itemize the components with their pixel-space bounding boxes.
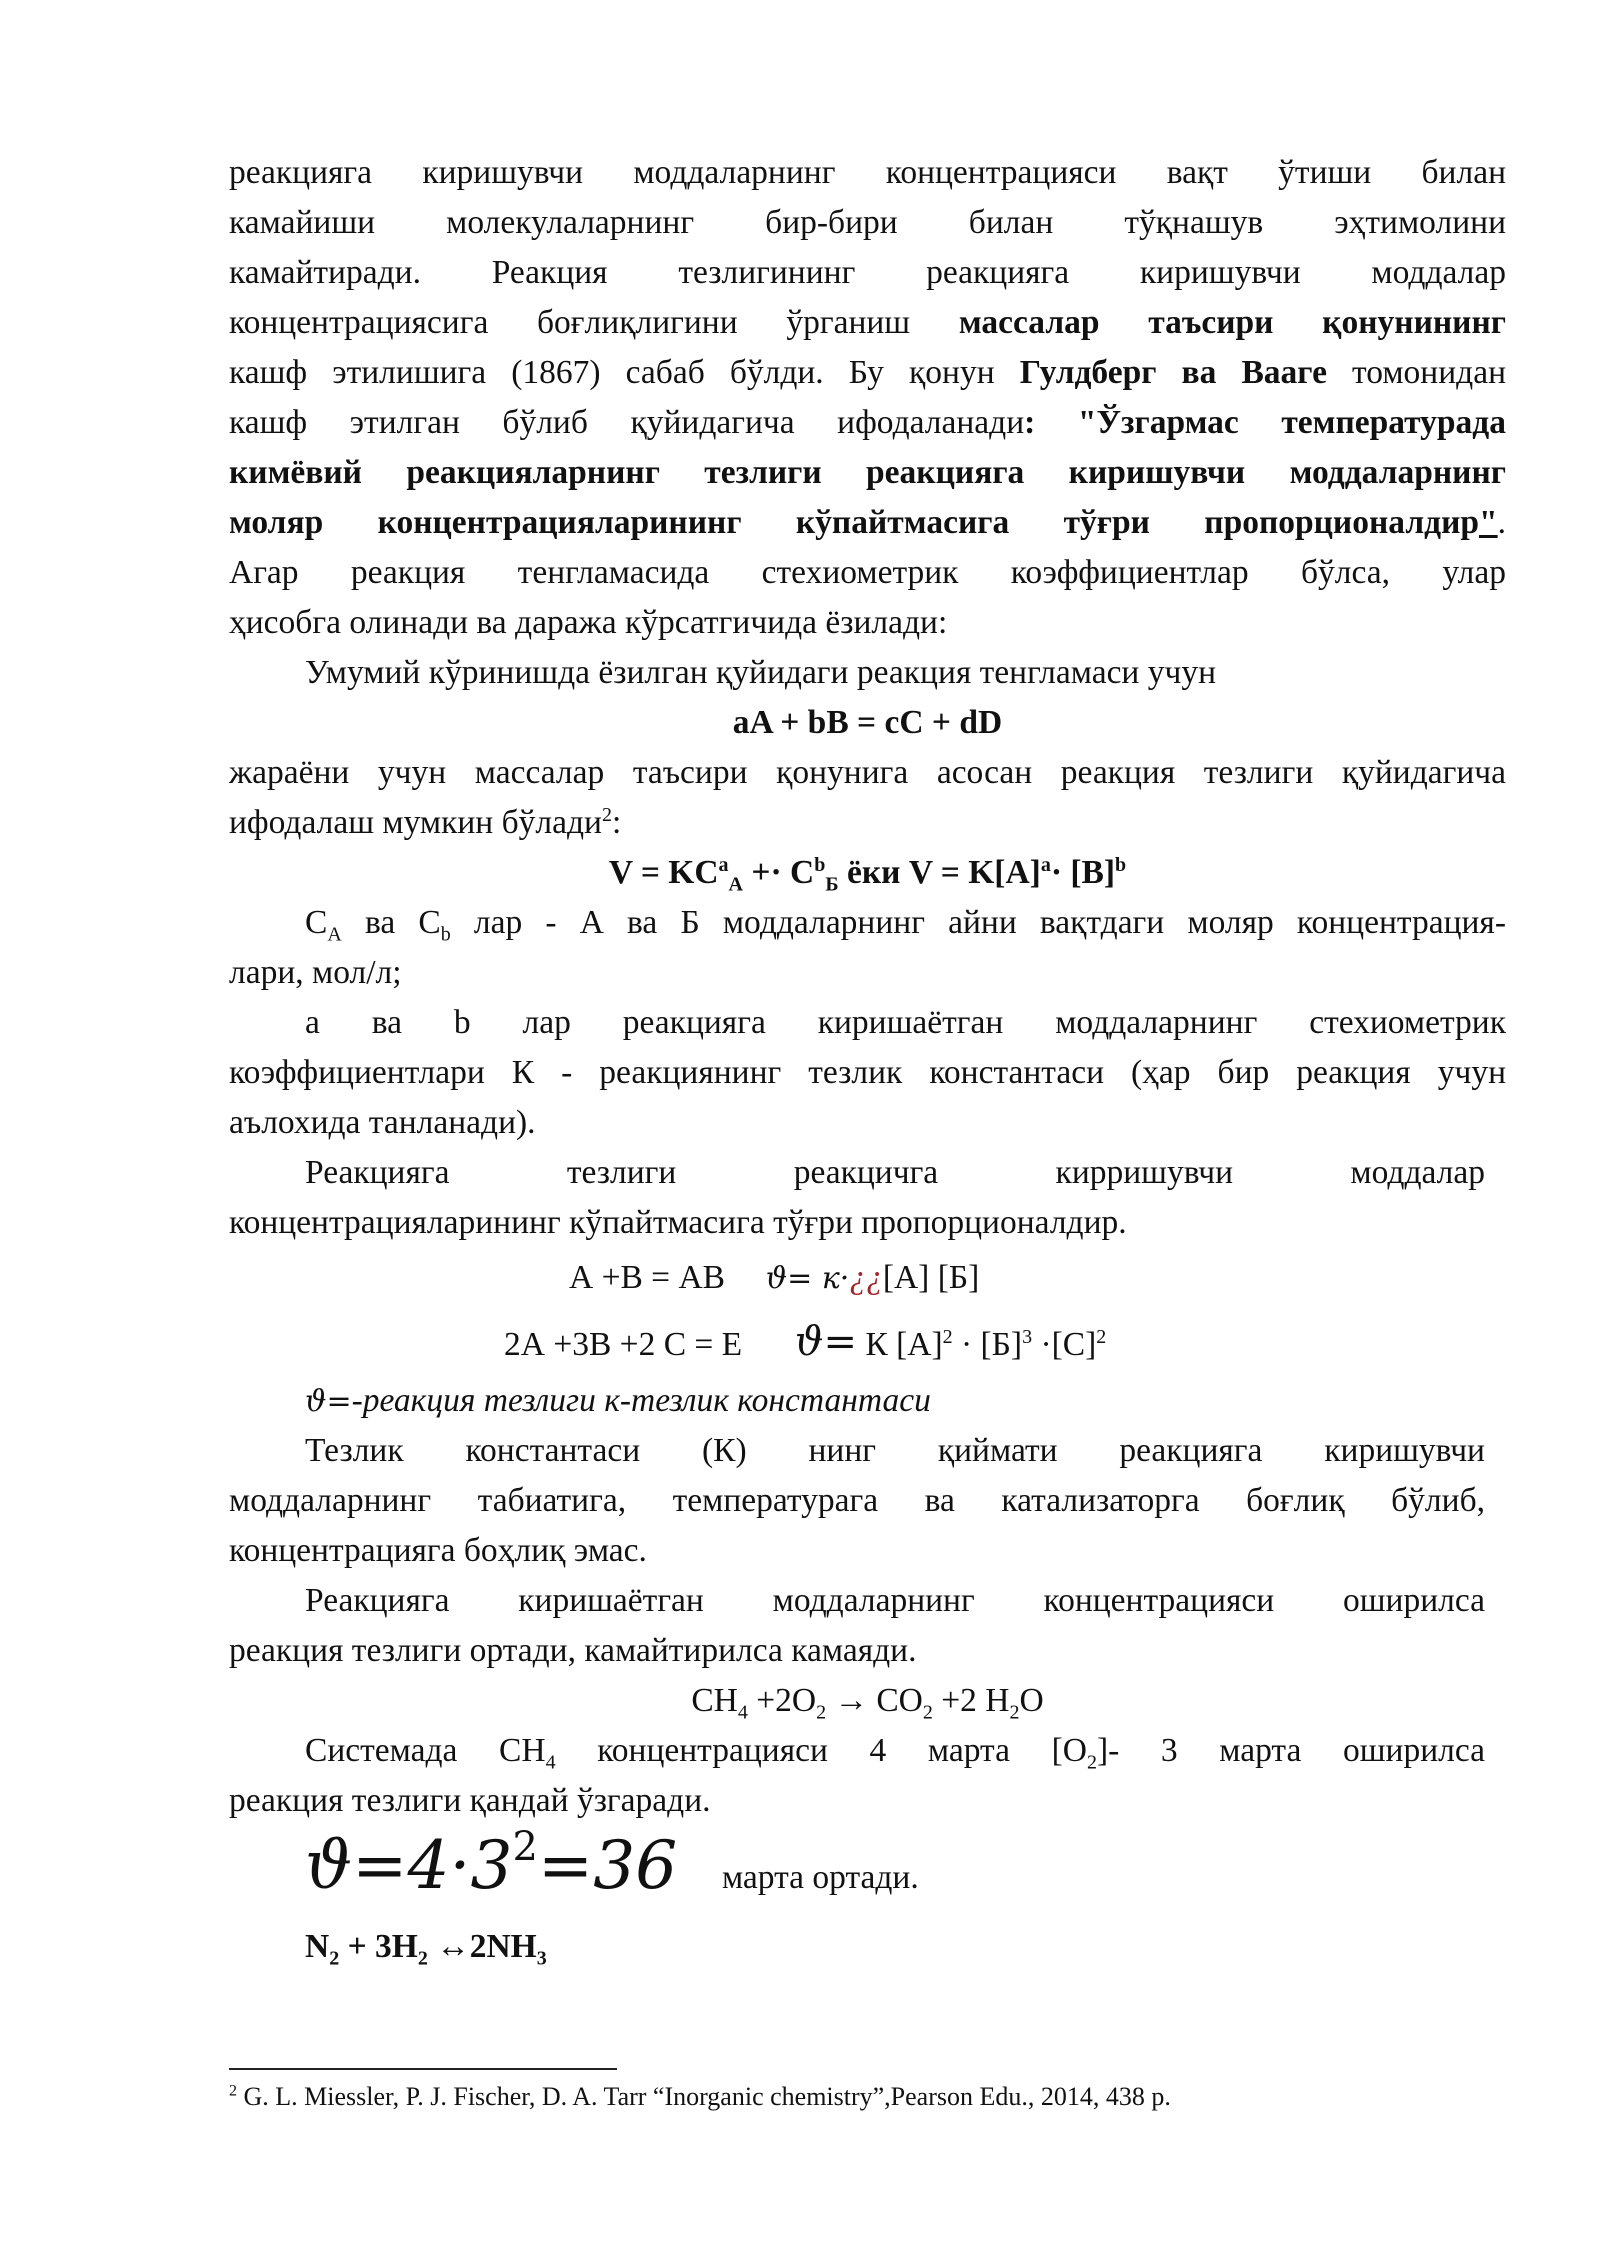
text-line [229,1576,1485,1626]
footnote-number: 2 [229,2082,237,2100]
garbled-glyphs: ¿¿ [849,1259,883,1296]
equation-general [229,698,1506,748]
eq-part: N [305,1928,330,1965]
eq-part: к· [812,1261,850,1296]
text-span: коэффициентлари К - реакциянинг тезлик константаси (ҳар бир реакция учун [229,1054,1506,1091]
eq-part: CH [691,1682,738,1719]
paragraph-rate-constant [229,1426,1485,1576]
text-span: Системада CH [305,1732,546,1769]
answer-formula: =36 [537,1827,678,1904]
text-line [229,498,1506,548]
sub: 4 [545,1751,556,1774]
answer-formula: ϑ=4·3 [305,1827,513,1904]
eq-sub: A [728,873,743,896]
eq-part: · [Б] [952,1326,1023,1363]
equation-answer [229,1826,1506,1922]
eq-part: V = KC [608,854,719,891]
paragraph-mass-action-intro [229,148,1506,648]
paragraph-general-form [229,648,1506,698]
footnote [229,2080,1171,2114]
text-line [229,1426,1485,1476]
eq-part: · [B] [1050,854,1116,891]
text-line [229,348,1506,398]
eq-part: +2 H [932,1682,1010,1719]
text-span: реакция тезлиги ортади, камайтирилса камаяди. [229,1632,917,1669]
text-span: Реакцияга тезлиги реакцичга кирришувчи моддалар [305,1154,1485,1191]
eq-sub: 2 [922,1701,933,1724]
eq-sup: 3 [1022,1325,1033,1348]
text-line [229,148,1506,198]
eq-sup: 2 [1096,1325,1107,1348]
eq-sup: a [718,853,729,876]
paragraph-rate-expression [229,748,1506,848]
sub: b [440,923,451,946]
text-span: ифодалаш мумкин бўлади [229,804,602,841]
text-span: кашф этилишига (1867) сабаб бўлди. Бу қонун [229,354,1020,391]
page-body [229,148,1506,1972]
text-span: аълохида танланади). [229,1104,536,1141]
arrow-icon: → [826,1682,877,1719]
footnote-ref[interactable]: 2 [601,803,612,826]
eq-part: +· C [743,854,815,891]
text-span: кашф этилган бўлиб қуйидагича ифодаланади [229,404,1025,441]
text-span: . [1497,504,1506,541]
sub: A [327,923,342,946]
bold-term: массалар таъсири қонунининг [958,304,1506,341]
text-span: лар - А ва Б моддаларнинг айни вақтдаги моляр концентрация- [450,904,1506,941]
text-span: томонидан [1326,354,1506,391]
text-line [229,598,1506,648]
text-span: реакция тезлиги қандай ўзгаради. [229,1782,711,1819]
text-line [229,398,1506,448]
eq-part: + 3H [339,1928,418,1965]
text-span: камайиши молекулаларнинг бир-бири билан тўқнашув эҳтимолини [229,204,1506,241]
theta-symbol: ϑ= [794,1319,858,1365]
text-span: ҳисобга олинади ва даража кўрсатгичида ёзилади: [229,604,948,641]
text-span: концентрацияси 4 марта [O [555,1732,1087,1769]
text-line [229,298,1506,348]
equilibrium-arrow-icon: ↔ [427,1928,470,1965]
text-span: Умумий кўринишда ёзилган қуйидаги реакция тенгламаси учун [305,654,1217,691]
bold-law-start: : "Ўзгармас температурада [1024,404,1506,441]
eq-sup: 2 [942,1325,953,1348]
paragraph-problem [229,1726,1485,1826]
equation-ab [229,1248,1506,1308]
paragraph-coefficients [229,998,1506,1148]
text-line [229,1726,1485,1776]
text-span: реакцияга киришувчи моддаларнинг концентрацияси вақт ўтиши билан [229,154,1506,191]
text-line [229,948,1506,998]
text-line [229,748,1506,798]
text-line [229,448,1506,498]
text-span: Агар реакция тенгламасида стехиометрик коэффициентлар бўлса, улар [229,554,1506,591]
text-span: ]- 3 марта оширилса [1096,1732,1485,1769]
equation-abc [229,1308,1506,1376]
eq-part: V = K[A] [908,854,1041,891]
text-line [229,798,1506,848]
text-span: моддаларнинг табиатига, температурага ва катализаторга боғлиқ бўлиб, [229,1482,1485,1519]
text-line [229,1476,1485,1526]
footnote-text: G. L. Miessler, P. J. Fischer, D. A. Tarr “Inorganic chemistry”,Pearson Edu., 2014, 438 p. [237,2082,1171,2111]
text-span: ва C [341,904,441,941]
text-span: жараёни учун массалар таъсири қонунига асосан реакция тезлиги қуйидагича [229,754,1506,791]
eq-sub: Б [825,873,839,896]
equation-ammonia [229,1922,1506,1972]
text-span: концентрацияларининг кўпайтмасига тўғри пропорционалдир. [229,1204,1127,1241]
eq-part: А +В = АВ [569,1259,725,1296]
text-span: C [305,904,328,941]
eq-part: O [1019,1682,1044,1719]
text-line [229,998,1506,1048]
eq-sup: b [814,853,826,876]
text-span: a ва b лар реакцияга киришаётган моддаларнинг стехиометрик [305,1004,1506,1041]
text-line [229,1626,1485,1676]
text-line [229,1526,1485,1576]
theta-symbol: ϑ= [305,1384,352,1419]
answer-exponent: 2 [512,1824,538,1870]
quote-mark: " [1479,504,1498,541]
text-span: лари, мол/л; [229,954,402,991]
text-line [229,198,1506,248]
eq-sub: 2 [1009,1701,1020,1724]
equation-rate-law [229,848,1506,898]
text-line [229,1148,1485,1198]
eq-sup: a [1040,853,1051,876]
text-span: камайтиради. Реакция тезлигининг реакцияга киришувчи моддалар [229,254,1506,291]
eq-part: +2O [747,1682,817,1719]
bold-law-end: моляр концентрацияларининг кўпайтмасига тўғри пропорционалдир [229,504,1480,541]
sub: 2 [1086,1751,1097,1774]
legend-line [229,1376,1506,1426]
text-line [229,248,1506,298]
text-line [229,1098,1506,1148]
eq-part: [А] [Б] [882,1259,980,1296]
text-line [229,548,1506,598]
eq-part: 2А +3В +2 С = Е [504,1326,743,1363]
footnote-divider [229,2068,617,2070]
text-span: Реакцияга киришаётган моддаларнинг концентрацияси оширилса [305,1582,1485,1619]
paragraph-proportional [229,1148,1485,1248]
eq-sub: 4 [737,1701,748,1724]
equation-methane [229,1676,1506,1726]
text-span: Тезлик константаси (К) нинг қиймати реакцияга киришувчи [305,1432,1485,1469]
eq-part: ·[С] [1032,1326,1097,1363]
eq-part: CO [876,1682,923,1719]
eq-part: ёки [838,854,909,891]
eq-part: К [А] [857,1326,943,1363]
eq-sub: 2 [816,1701,827,1724]
paragraph-concentration-effect [229,1576,1485,1676]
eq-sup: b [1115,853,1127,876]
text-span: концентрацияга боҳлиқ эмас. [229,1532,647,1569]
paragraph-concentrations [229,898,1506,998]
answer-suffix: марта ортади. [721,1859,919,1896]
text-line [229,1776,1485,1826]
eq-sub: 2 [417,1947,428,1970]
legend-text: -реакция тезлиги к-тезлик константаси [351,1382,931,1419]
text-span: : [611,804,622,841]
eq-sub: 2 [329,1947,340,1970]
eq-part: 2NH [469,1928,537,1965]
text-span: концентрациясига боғлиқлигини ўрганиш [229,304,959,341]
bold-law: кимёвий реакцияларнинг тезлиги реакцияга киришувчи моддаларнинг [229,454,1506,491]
eq-sub: 3 [536,1947,547,1970]
theta-symbol: ϑ= [765,1261,813,1296]
equation-text: aA + bB = cC + dD [732,704,1003,741]
bold-names: Гулдберг ва Вааге [1019,354,1327,391]
text-line [229,1198,1485,1248]
text-line [229,898,1506,948]
text-line [229,1048,1506,1098]
